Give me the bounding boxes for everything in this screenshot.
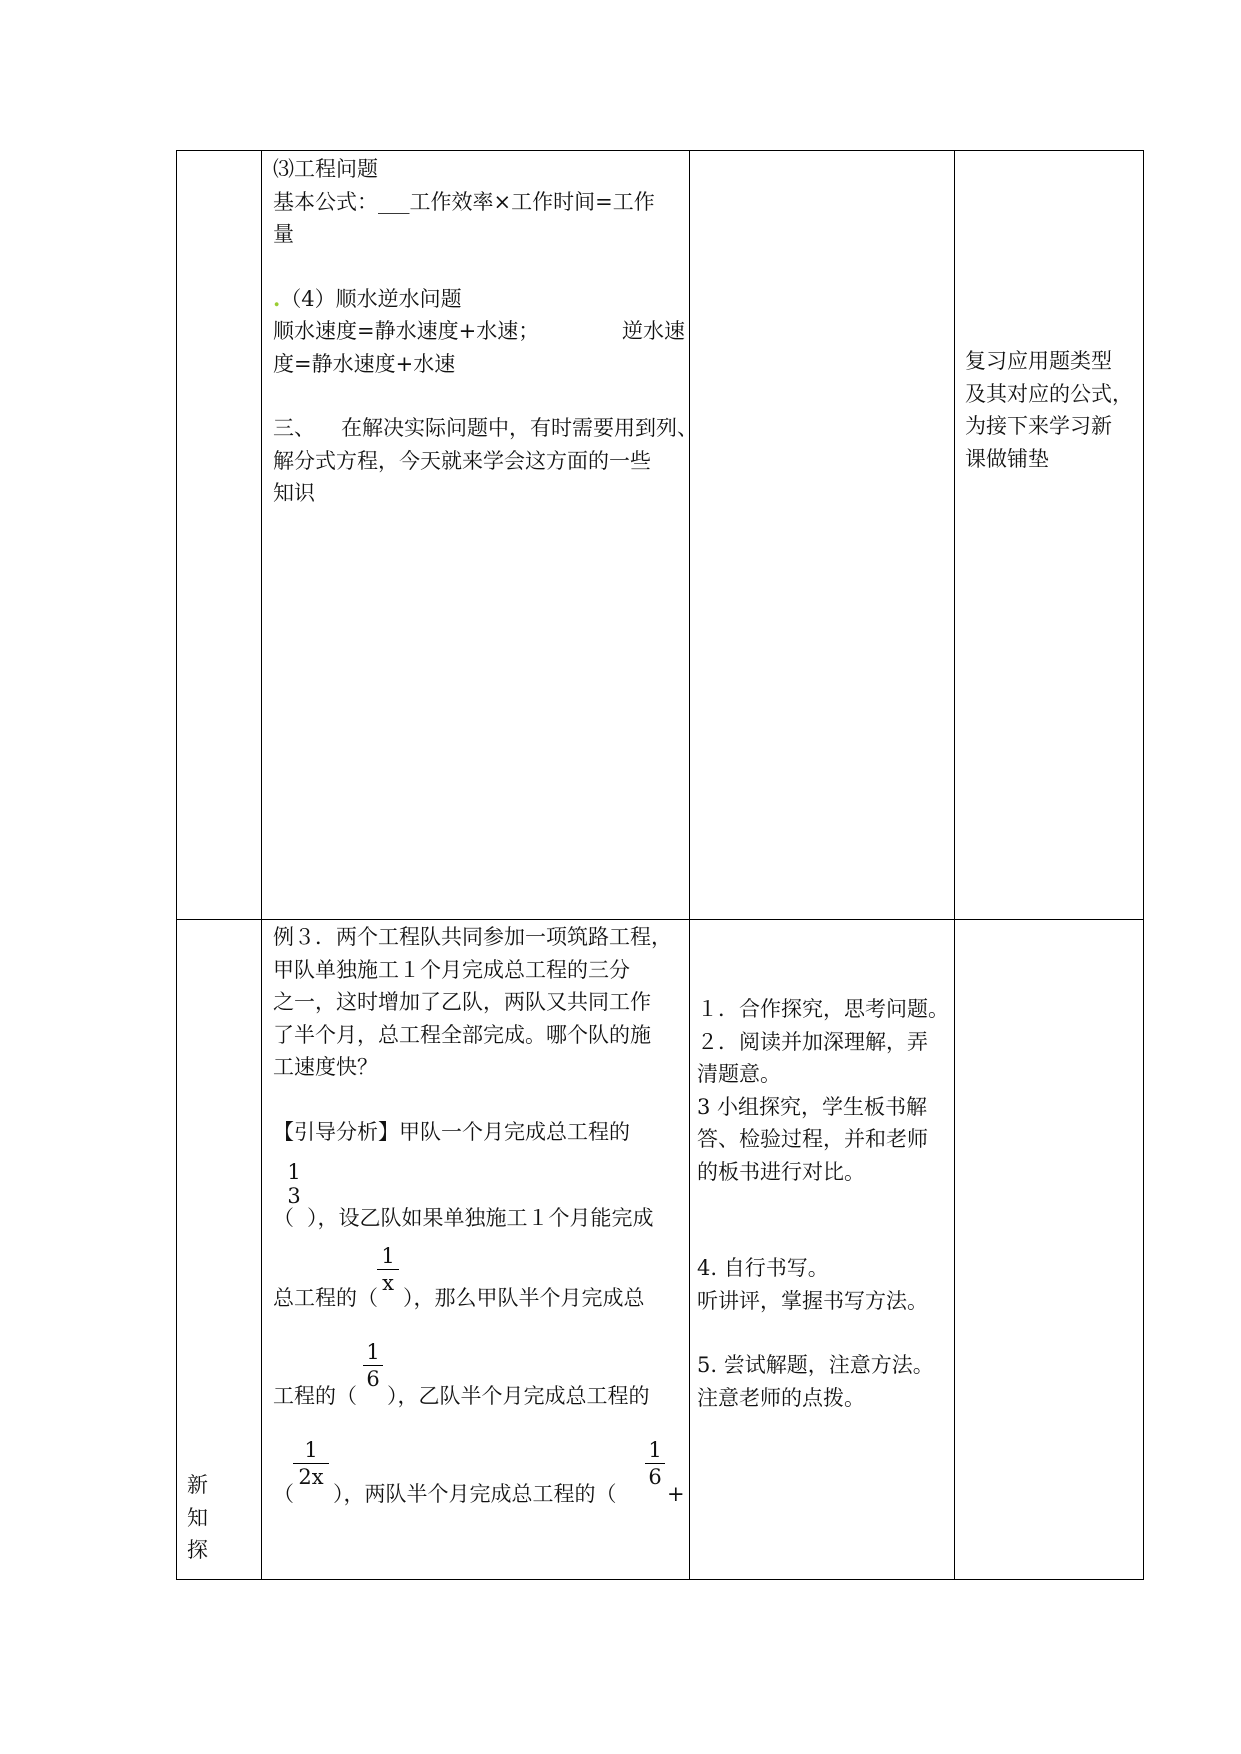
fraction-line-1: （ 1 3 ），设乙队如果单独施工１个月能完成 (273, 1160, 654, 1230)
row-divider (177, 919, 1143, 920)
heading-river-problem: .（4）顺水逆水问题 (273, 285, 462, 311)
activity-line: 3 小组探究，学生板书解 (697, 1094, 928, 1119)
fraction-one-over-x: 1 x (377, 1244, 399, 1295)
river-formula-line: 度=静水速度+水速 (273, 351, 456, 376)
activity-line: 5. 尝试解题，注意方法。 (697, 1353, 934, 1377)
lesson-plan-table (176, 150, 1144, 1580)
student-activity-cell (697, 993, 949, 1414)
stage-label-char: 知 (187, 1505, 208, 1530)
fraction-one-over-2x: 1 2x (293, 1438, 329, 1489)
heading-engineering-problem: ⑶工程问题 (273, 157, 378, 181)
intro-line: 知识 (273, 481, 315, 505)
column-divider (689, 151, 690, 1579)
example-line: 工速度快？ (273, 1055, 378, 1079)
example-line: 了半个月，总工程全部完成。哪个队的施 (273, 1022, 651, 1047)
analysis-line: 【引导分析】甲队一个月完成总工程的 (273, 1119, 630, 1144)
design-intent-cell (965, 345, 1143, 475)
design-intent-line: 复习应用题类型 (965, 349, 1112, 373)
intro-line: 三、 在解决实际问题中，有时需要用到列、 (273, 416, 698, 440)
stage-label-char: 新 (187, 1473, 208, 1497)
fraction-one-sixth: 1 6 (645, 1438, 665, 1489)
fraction-one-sixth: 1 6 (363, 1340, 383, 1391)
activity-line: 听讲评，掌握书写方法。 (697, 1288, 928, 1313)
example-content-cell (273, 921, 685, 1520)
formula-line: 基本公式：___工作效率×工作时间=工作 (273, 189, 655, 214)
intro-line: 解分式方程，今天就来学会这方面的一些 (273, 448, 651, 473)
design-intent-line: 及其对应的公式， (965, 381, 1133, 406)
example-line: 之一，这时增加了乙队，两队又共同工作 (273, 990, 651, 1014)
design-intent-line: 课做铺垫 (965, 446, 1049, 471)
fraction-one-third: 1 3 (287, 1160, 301, 1208)
activity-line: 4. 自行书写。 (697, 1256, 829, 1280)
activity-line: 注意老师的点拨。 (697, 1385, 865, 1410)
example-line: 甲队单独施工１个月完成总工程的三分 (273, 957, 630, 982)
fraction-line-3: 工程的（ 1 6 ），乙队半个月完成总工程的 (273, 1340, 650, 1408)
fraction-line-2: 总工程的（ 1 x ），那么甲队半个月完成总 (273, 1244, 645, 1310)
activity-line: ２．阅读并加深理解，弄 (697, 1029, 928, 1054)
river-formula-line: 顺水速度=静水速度+水速； 逆水速 (273, 319, 685, 343)
fraction-line-4: （ 1 2x ），两队半个月完成总工程的（ 1 6 + (273, 1438, 685, 1506)
formula-line: 量 (273, 222, 294, 246)
stage-label-char: 探 (187, 1538, 208, 1562)
column-divider (261, 151, 262, 1579)
column-divider (954, 151, 955, 1579)
activity-line: 清题意。 (697, 1062, 781, 1086)
activity-line: １．合作探究，思考问题。 (697, 997, 949, 1021)
design-intent-line: 为接下来学习新 (965, 414, 1112, 438)
example-line: 例３．两个工程队共同参加一项筑路工程， (273, 925, 672, 949)
activity-line: 的板书进行对比。 (697, 1159, 865, 1184)
activity-line: 答、检验过程，并和老师 (697, 1127, 928, 1151)
stage-label-cell (187, 1469, 227, 1567)
top-content-cell (273, 153, 698, 510)
